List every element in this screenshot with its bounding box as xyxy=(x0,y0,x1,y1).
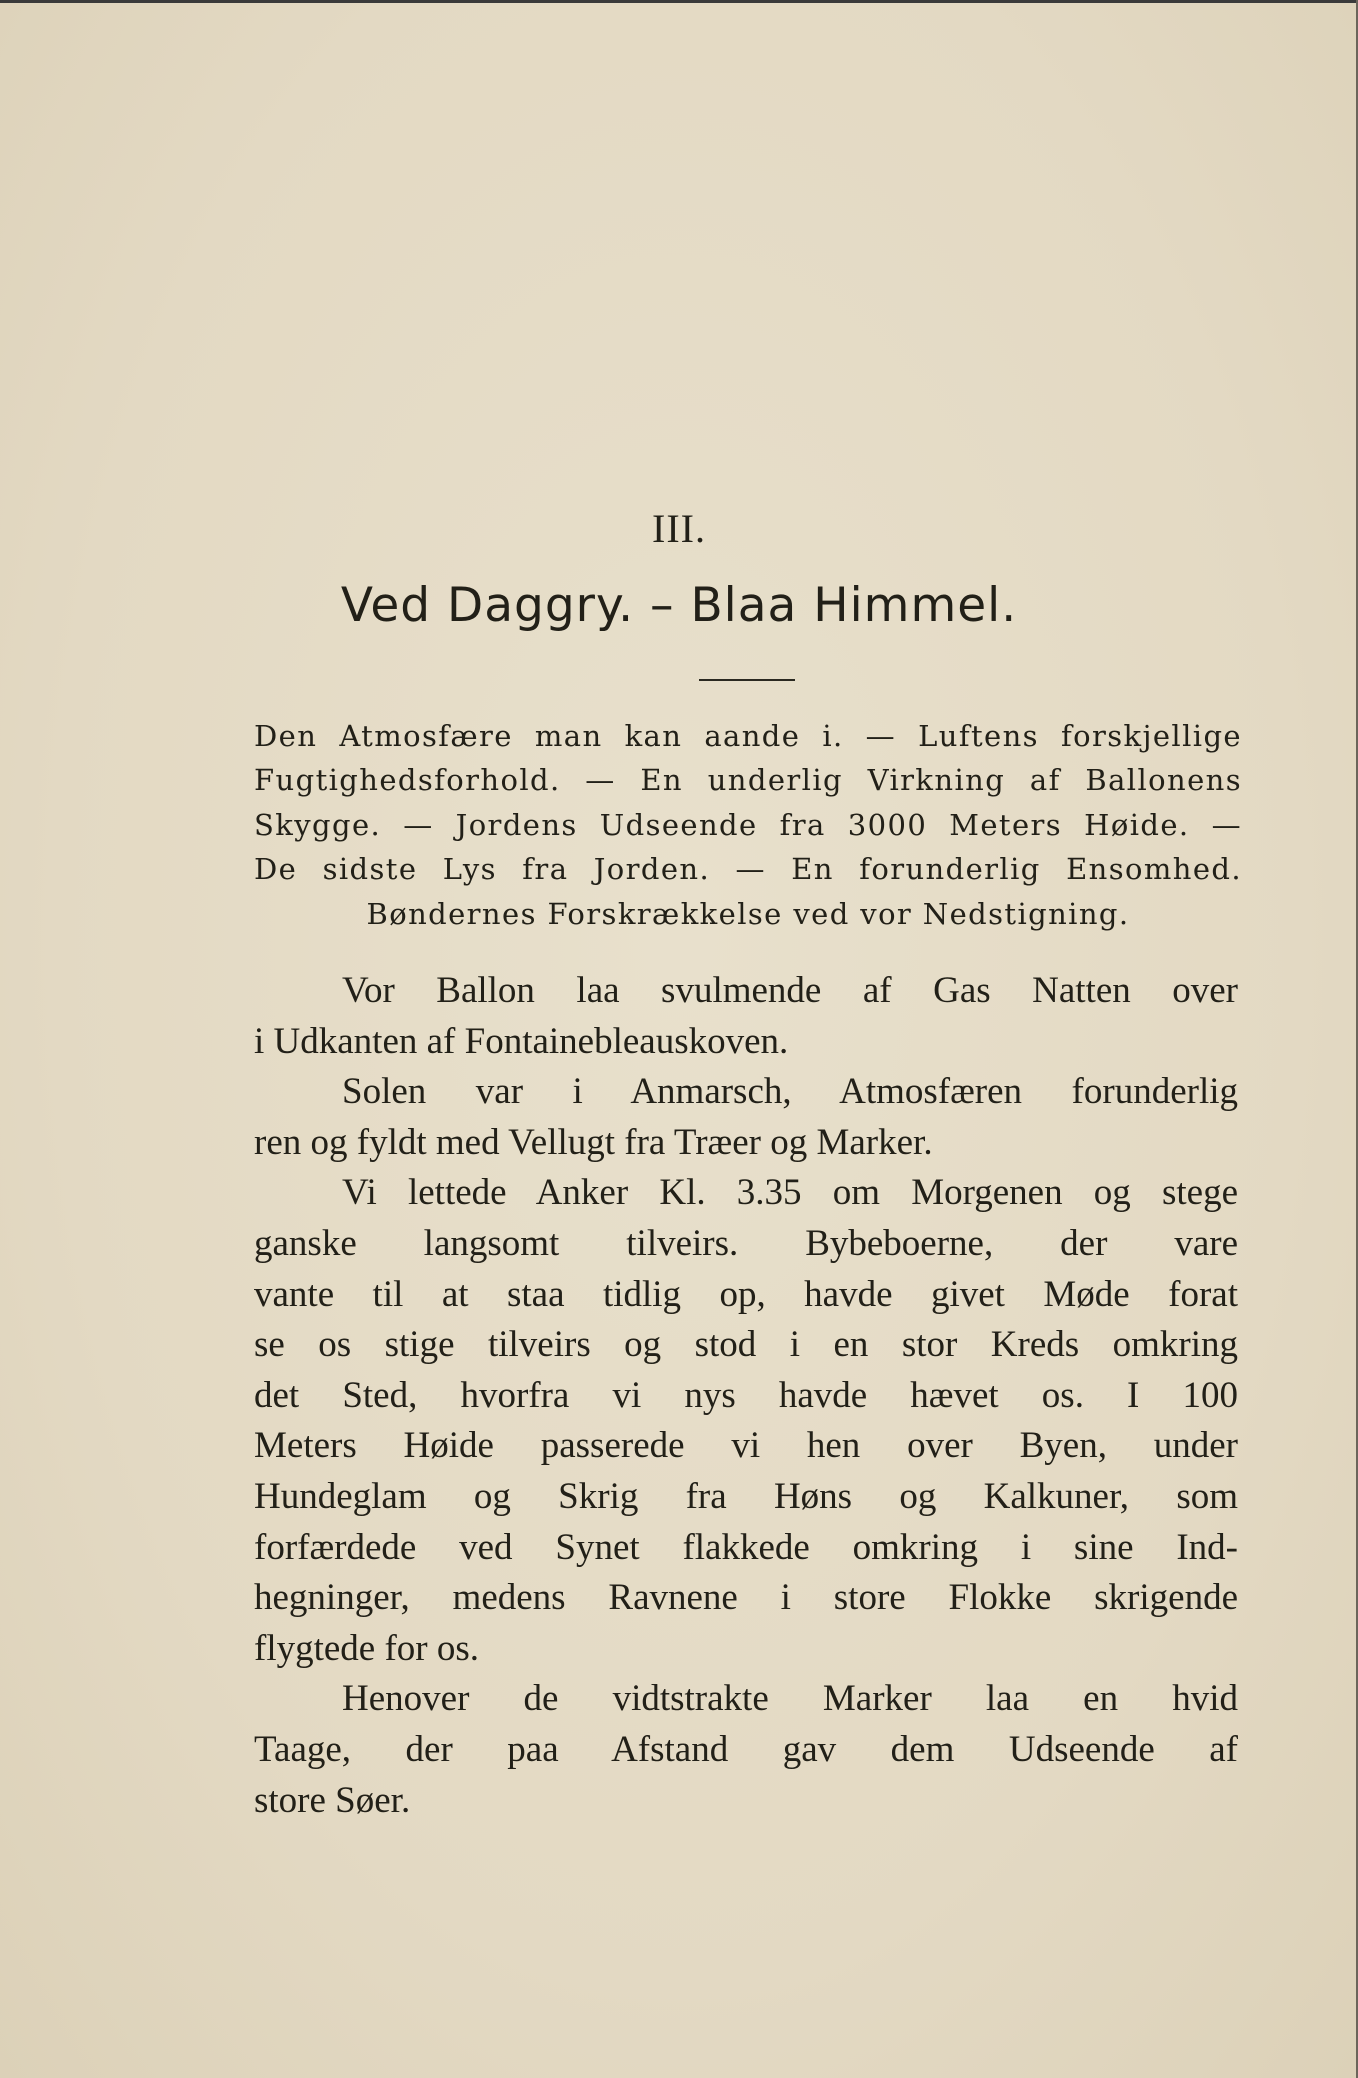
body-line: ganske langsomt tilveirs. Bybeboerne, der vare xyxy=(254,1222,1238,1264)
body-line: det Sted, hvorfra vi nys havde hævet os. I 100 xyxy=(254,1374,1238,1416)
body-line: hegninger, medens Ravnene i store Flokke skrigende xyxy=(254,1577,1238,1619)
body-line: flygtede for os. xyxy=(254,1627,480,1669)
summary-line: Skygge. — Jordens Udseende fra 3000 Meters Høide. — xyxy=(254,807,1242,842)
body-line: Vi lettede Anker Kl. 3.35 om Morgenen og stege xyxy=(342,1172,1238,1214)
summary-line: Den Atmosfære man kan aande i. — Luftens forskjellige xyxy=(254,719,1242,753)
body-line: Henover de vidtstrakte Marker laa en hvid xyxy=(342,1678,1238,1720)
scan-edge-top xyxy=(0,0,1358,3)
body-line: Hundeglam og Skrig fra Høns og Kalkuner, som xyxy=(254,1475,1238,1517)
body-line: vante til at staa tidlig op, havde givet Møde forat xyxy=(254,1273,1238,1315)
body-line: Solen var i Anmarsch, Atmosfæren forunderlig xyxy=(342,1071,1238,1113)
title-rule xyxy=(699,679,795,681)
chapter-number: III. xyxy=(652,506,706,551)
body-line: i Udkanten af Fontainebleauskoven. xyxy=(254,1020,789,1062)
body-line: Taage, der paa Afstand gav dem Udseende af xyxy=(254,1728,1238,1770)
body-line: Meters Høide passerede vi hen over Byen, under xyxy=(254,1425,1238,1467)
body-line: forfærdede ved Synet flakkede omkring i sine Ind- xyxy=(254,1526,1238,1568)
body-line: se os stige tilveirs og stod i en stor Kreds omkring xyxy=(254,1324,1238,1366)
body-line: Vor Ballon laa svulmende af Gas Natten over xyxy=(342,970,1238,1011)
summary-line: De sidste Lys fra Jorden. — En forunderlig Ensomhed. xyxy=(254,852,1242,887)
summary-line: Bøndernes Forskrækkelse ved vor Nedstigning. xyxy=(366,896,1130,931)
body-line: store Søer. xyxy=(254,1779,411,1821)
body-text xyxy=(254,966,1238,1826)
chapter-summary xyxy=(254,714,1242,936)
chapter-title: Ved Daggry. – Blaa Himmel. xyxy=(340,578,1018,633)
body-line: ren og fyldt med Vellugt fra Træer og Marker. xyxy=(254,1121,933,1163)
summary-line: Fugtighedsforhold. — En underlig Virkning af Ballonens xyxy=(254,763,1242,798)
